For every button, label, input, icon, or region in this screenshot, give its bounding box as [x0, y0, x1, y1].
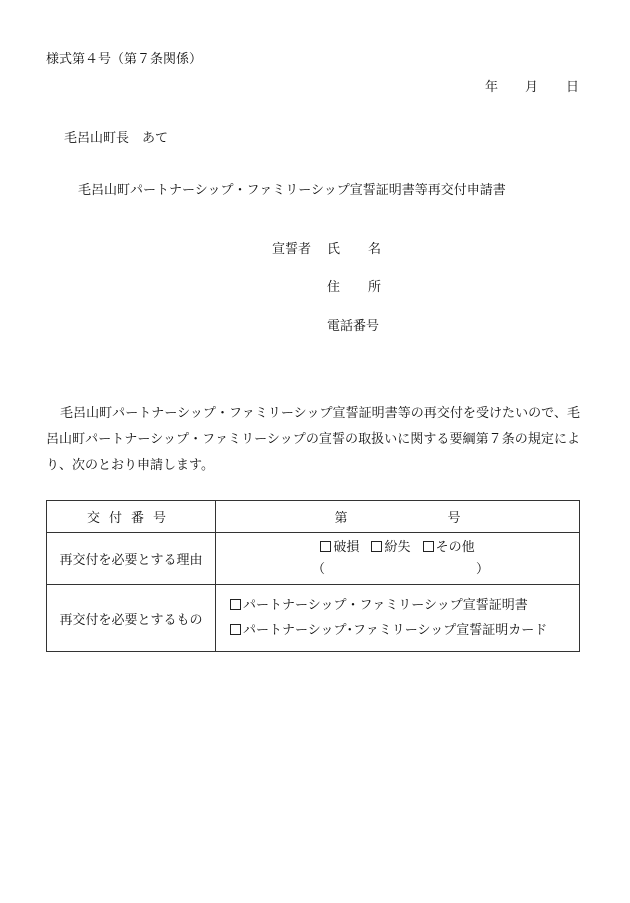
checkbox-icon[interactable]	[371, 541, 382, 552]
form-number-label: 様式第４号（第７条関係）	[46, 52, 203, 67]
table-row	[47, 585, 580, 652]
table-row	[47, 533, 580, 585]
issue-number-suffix: 号	[447, 511, 461, 526]
table-row	[47, 501, 580, 533]
date-year-label: 年	[485, 80, 499, 95]
checkbox-icon[interactable]	[230, 624, 241, 635]
phone-field-label: 電話番号	[327, 319, 380, 334]
item-label: 再交付を必要とするもの	[47, 585, 216, 652]
date-day-label: 日	[566, 80, 580, 95]
declarant-label: 宣誓者	[272, 242, 312, 257]
issue-number-prefix: 第	[334, 511, 348, 526]
reason-cell	[216, 533, 580, 585]
open-paren: （	[312, 561, 326, 577]
reason-options	[216, 537, 579, 559]
item-option-certificate[interactable]: パートナーシップ・ファミリーシップ宣誓証明書	[216, 593, 579, 618]
application-statement: 毛呂山町パートナーシップ・ファミリーシップ宣誓証明書等の再交付を受けたいので、毛呂山町パートナーシップ・ファミリーシップの宣誓の取扱いに関する要綱第７条の規定により、次のとおり申請します。	[46, 406, 580, 473]
other-reason-field[interactable]	[216, 559, 579, 581]
item-cell	[216, 585, 580, 652]
document-title: 毛呂山町パートナーシップ・ファミリーシップ宣誓証明書等再交付申請書	[78, 183, 506, 198]
name-field-label: 氏名	[327, 242, 410, 257]
close-paren: ）	[476, 561, 490, 577]
address-field-label: 住所	[327, 280, 410, 295]
addressee: 毛呂山町長 あて	[64, 131, 169, 146]
issue-number-cell[interactable]	[216, 501, 580, 533]
reason-option-damage[interactable]: 破損	[320, 540, 359, 555]
application-table	[46, 500, 580, 652]
reason-option-other[interactable]: その他	[423, 540, 475, 555]
item-option-card[interactable]: パートナーシップ･ファミリーシップ宣誓証明カード	[216, 618, 579, 643]
date-month-label: 月	[525, 80, 539, 95]
checkbox-icon[interactable]	[320, 541, 331, 552]
reason-label: 再交付を必要とする理由	[47, 533, 216, 585]
reason-option-loss[interactable]: 紛失	[371, 540, 410, 555]
checkbox-icon[interactable]	[423, 541, 434, 552]
checkbox-icon[interactable]	[230, 599, 241, 610]
issue-number-label: 交付番号	[47, 501, 216, 533]
